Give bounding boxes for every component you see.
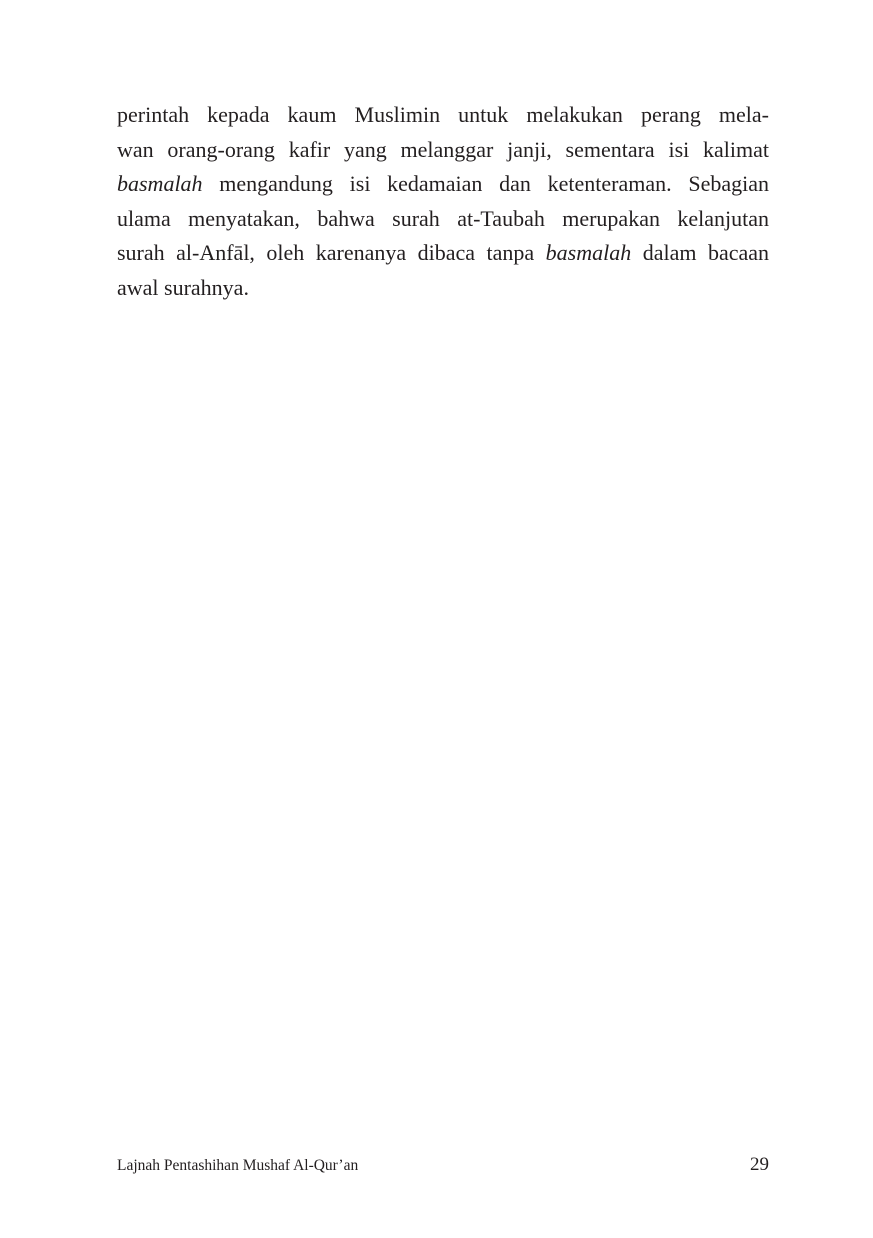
italic-term: basmalah	[545, 240, 632, 266]
line-text: mengandung isi kedamaian dan ketenteraman. Sebagian	[202, 171, 769, 197]
page-number: 29	[750, 1154, 769, 1175]
italic-term: basmalah	[117, 171, 203, 197]
paragraph-line	[117, 133, 769, 168]
line-text: perintah kepada kaum Muslimin untuk melakukan perang mela-	[117, 102, 769, 127]
line-text: awal surahnya.	[117, 274, 249, 300]
paragraph-line	[117, 167, 769, 202]
line-text: wan orang-orang kafir yang melanggar janji, sementara isi kalimat	[117, 136, 769, 162]
line-text: dalam bacaan	[631, 240, 769, 266]
page-footer	[117, 1155, 769, 1179]
paragraph-line	[117, 98, 769, 133]
line-text: surah al-Anfāl, oleh karenanya dibaca tanpa	[117, 240, 546, 266]
paragraph-line	[117, 236, 769, 271]
body-paragraph	[117, 98, 769, 306]
paragraph-line	[117, 271, 769, 306]
publisher-name: Lajnah Pentashihan Mushaf Al-Qur’an	[117, 1157, 359, 1174]
paragraph-line	[117, 202, 769, 237]
line-text: ulama menyatakan, bahwa surah at-Taubah merupakan kelanjutan	[117, 205, 769, 231]
